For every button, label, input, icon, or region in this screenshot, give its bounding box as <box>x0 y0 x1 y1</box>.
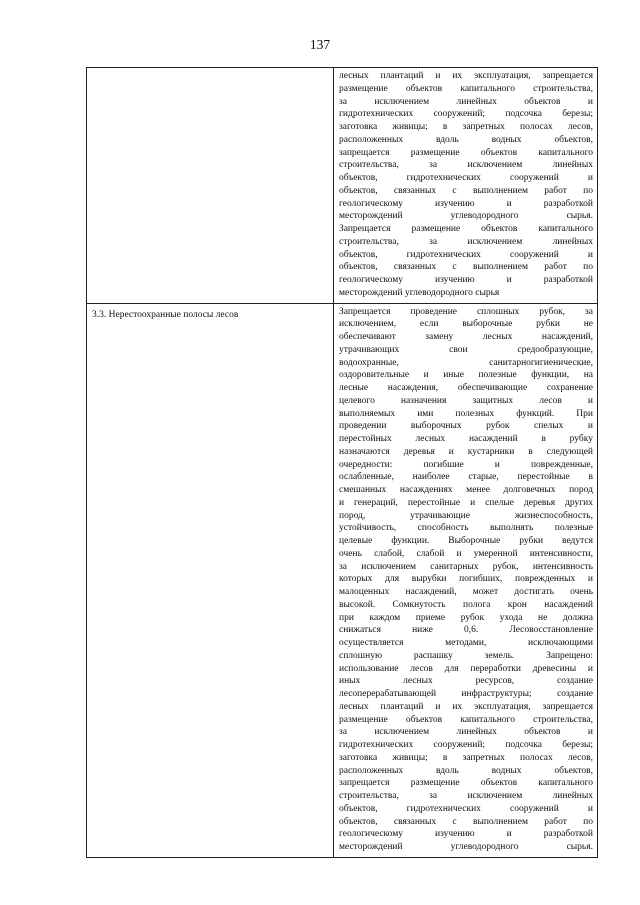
text-line: за исключением санитарных рубок, интенсивность <box>339 561 593 572</box>
table-cell-category <box>87 303 334 857</box>
text-line: объектов, связанных с выполнением работ по <box>339 816 593 827</box>
text-line: заготовка живицы; в запретных полосах лесов, <box>339 752 593 763</box>
text-line: которых для вырубки погибших, поврежденных и <box>339 574 593 585</box>
table-cell-regulation <box>334 303 598 857</box>
text-line: объектов, гидротехнических сооружений и <box>339 803 593 814</box>
text-line: оздоровительные и иные полезные функции, на <box>339 370 593 381</box>
regulation-text <box>334 304 597 857</box>
text-line: обеспечивают замену лесных насаждений, <box>339 332 593 342</box>
text-line: гидротехнических сооружений; подсочка березы; <box>339 109 593 120</box>
table-cell-category <box>87 68 334 304</box>
regulations-table <box>86 67 598 858</box>
regulation-text <box>334 68 597 303</box>
category-text <box>87 68 333 73</box>
text-line: объектов, гидротехнических сооружений и <box>339 173 593 183</box>
text-line: запрещается размещение объектов капитального <box>339 147 593 158</box>
text-line: Запрещается проведение сплошных рубок, за <box>339 306 593 317</box>
text-line: размещение объектов капитального строительства, <box>339 714 593 725</box>
text-line: при каждом приеме рубок ухода не должна <box>339 612 593 623</box>
text-line: расположенных вдоль водных объектов, <box>339 765 593 776</box>
text-line: геологическому изучению и разработкой <box>339 275 593 285</box>
text-line: малоценных насаждений, может достигать очень <box>339 587 593 597</box>
text-line: расположенных вдоль водных объектов, <box>339 134 593 145</box>
text-line: объектов, гидротехнических сооружений и <box>339 249 593 260</box>
text-line: запрещается размещение объектов капитального <box>339 778 593 789</box>
text-line: строительства, за исключением линейных <box>339 791 593 801</box>
text-line: геологическому изучению и разработкой <box>339 829 593 840</box>
table-row <box>87 303 598 857</box>
text-line: устойчивость, способность выполнять полезные <box>339 523 593 534</box>
text-line: очередности: погибшие и поврежденные, <box>339 459 593 470</box>
text-line: водоохранные, санитарногигиенические, <box>339 357 593 368</box>
text-line: перестойных лесных насаждений в рубку <box>339 434 593 444</box>
text-line: месторождений углеводородного сырья <box>339 287 500 298</box>
text-line: за исключением линейных объектов и <box>339 96 593 107</box>
page-number: 137 <box>309 37 331 52</box>
text-line: смешанных насаждениях менее долговечных пород <box>339 485 593 495</box>
text-line: пород, утрачивающие жизнеспособность, <box>339 510 593 521</box>
text-line: объектов, связанных с выполнением работ по <box>339 185 593 196</box>
text-line: целевые функции. Выборочные рубки ведутся <box>339 536 593 546</box>
text-line: очень слабой, слабой и умеренной интенсивности, <box>339 548 593 559</box>
category-text: 3.3. Нерестоохранные полосы лесов <box>92 309 239 320</box>
text-line: использование лесов для переработки древесины и <box>339 663 593 674</box>
text-line: месторождений углеводородного сырья. <box>339 211 593 222</box>
text-line: исключением, если выборочные рубки не <box>339 319 593 330</box>
text-line: иных лесных ресурсов, создание <box>339 676 593 687</box>
table-row <box>87 68 598 304</box>
text-line: за исключением линейных объектов и <box>339 727 593 738</box>
text-line: сплошную распашку земель. Запрещено: <box>339 650 593 661</box>
text-line: строительства, за исключением линейных <box>339 236 593 247</box>
text-line: объектов, связанных с выполнением работ по <box>339 262 593 273</box>
text-line: снижаться ниже 0,6. Лесовосстановление <box>339 625 593 636</box>
text-line: размещение объектов капитального строительства, <box>339 83 593 94</box>
text-line: гидротехнических сооружений; подсочка березы; <box>339 740 593 750</box>
text-line: высокой. Сомкнутость полога крон насаждений <box>339 599 593 610</box>
text-line: лесоперерабатывающей инфраструктуры; создание <box>339 689 593 699</box>
text-line: лесные насаждения, обеспечивающие сохранение <box>339 383 593 393</box>
text-line: заготовка живицы; в запретных полосах лесов, <box>339 122 593 132</box>
text-line: лесных плантаций и их эксплуатация, запрещается <box>339 71 593 81</box>
text-line: проведении выборочных рубок спелых и <box>339 421 593 432</box>
text-line: лесных плантаций и их эксплуатация, запрещается <box>339 701 593 712</box>
text-line: и генераций, перестойные и спелые деревья других <box>339 497 593 508</box>
text-line: целевого назначения защитных лесов и <box>339 395 593 406</box>
text-line: выполняемых ими полезных функций. При <box>339 408 593 419</box>
table-cell-regulation <box>334 68 598 304</box>
text-line: Запрещается размещение объектов капитального <box>339 224 593 234</box>
text-line: ослабленные, наиболее старые, перестойные в <box>339 472 593 483</box>
text-line: геологическому изучению и разработкой <box>339 198 593 209</box>
text-line: осуществляется методами, исключающими <box>339 638 593 648</box>
text-line: строительства, за исключением линейных <box>339 160 593 171</box>
text-line: месторождений углеводородного сырья. <box>339 842 593 852</box>
text-line: утрачивающих свои средообразующие, <box>339 344 593 355</box>
text-line: назначаются деревья и кустарники в следующей <box>339 446 593 457</box>
